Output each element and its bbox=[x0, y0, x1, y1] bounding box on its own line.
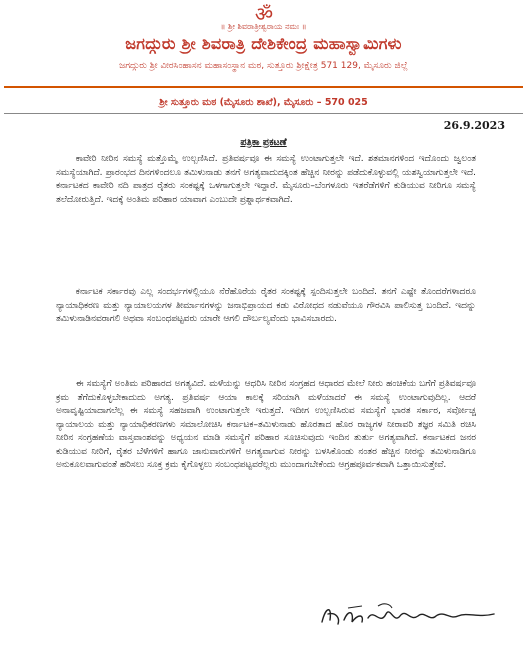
release-date: 26.9.2023 bbox=[443, 119, 505, 132]
letterhead-address-branch: ಶ್ರೀ ಸುತ್ತೂರು ಮಠ (ಮೈಸೂರು ಶಾಖೆ), ಮೈಸೂರು – 570 025 bbox=[159, 97, 368, 108]
letterhead-address-main: ಜಗದ್ಗುರು ಶ್ರೀ ವೀರಸಿಂಹಾಸನ ಮಹಾಸಂಸ್ಥಾನ ಮಠ, ಸುತ್ತೂರು ಶ್ರೀಕ್ಷೇತ್ರ 571 129, ಮೈಸೂರು ಜಿಲ್ಲೆ bbox=[119, 61, 408, 71]
press-release-title: ಪತ್ರಿಕಾ ಪ್ರಕಟಣೆ bbox=[240, 137, 287, 148]
handwritten-signature bbox=[318, 600, 498, 630]
letterhead-invocation: ॥ ಶ್ರೀ ಶಿವರಾತ್ರೀಶ್ವರಾಯ ನಮಃ ॥ bbox=[220, 22, 307, 31]
address-divider bbox=[4, 113, 523, 114]
body-paragraph-1: ಕಾವೇರಿ ನೀರಿನ ಸಮಸ್ಯೆ ಮತ್ತೊಮ್ಮೆ ಉಲ್ಬಣಿಸಿದೆ. ಪ್ರತಿವರ್ಷವೂ ಈ ಸಮಸ್ಯೆ ಉಂಟಾಗುತ್ತಲೇ ಇದೆ. ಶತಮಾನಗಳಿಂದ ಇದೊಂದು ಜ್ವಲಂತ ಸಮಸ್ಯೆಯಾಗಿದೆ. ಪ್ರಾರಂಭದ ದಿನಗಳಿಂದಲೂ ತಮಿಳುನಾಡು ತನಗೆ ಅಗತ್ಯವಾದುದಕ್ಕಿಂತ ಹೆಚ್ಚಿನ ನೀರನ್ನು ಪಡೆದುಕೊಳ್ಳುವಲ್ಲಿ ಯಶಸ್ವಿಯಾಗುತ್ತಲೇ ಇದೆ. ಕರ್ನಾಟಕದ ಕಾವೇರಿ ನದಿ ಪಾತ್ರದ ರೈತರು ಸಂಕಷ್ಟಕ್ಕೆ ಒಳಗಾಗುತ್ತಲೇ ಇದ್ದಾರೆ. ಮೈಸೂರು–ಬೆಂಗಳೂರು ಇತರೆಡೆಗಳಿಗೆ ಕುಡಿಯುವ ನೀರಿಗೂ ಸಮಸ್ಯೆ ತಲೆದೋರುತ್ತಿದೆ. ಇದಕ್ಕೆ ಅಂತಿಮ ಪರಿಹಾರ ಯಾವಾಗ ಎಂಬುದೇ ಪ್ರಶ್ನಾರ್ಥಕವಾಗಿದೆ. bbox=[56, 154, 476, 205]
letterhead-organization: ಜಗದ್ಗುರು ಶ್ರೀ ಶಿವರಾತ್ರಿ ದೇಶಿಕೇಂದ್ರ ಮಹಾಸ್ವಾಮಿಗಳು bbox=[125, 34, 402, 53]
header-divider bbox=[4, 86, 523, 88]
om-symbol: ॐ bbox=[254, 2, 274, 26]
body-paragraph-2: ಕರ್ನಾಟಕ ಸರ್ಕಾರವು ಎಲ್ಲ ಸಂದರ್ಭಗಳಲ್ಲಿಯೂ ನೆರೆಹೊರೆಯ ರೈತರ ಸಂಕಷ್ಟಕ್ಕೆ ಸ್ಪಂದಿಸುತ್ತಲೇ ಬಂದಿದೆ. ತನಗೆ ಎಷ್ಟೇ ತೊಂದರೆಗಳಾದರೂ ನ್ಯಾಯಾಧಿಕರಣ ಮತ್ತು ನ್ಯಾಯಾಲಯಗಳ ತೀರ್ಮಾನಗಳನ್ನು ಜನಾಭಿಪ್ರಾಯದ ಕಡು ವಿರೋಧದ ನಡುವೆಯೂ ಗೌರವಿಸಿ ಪಾಲಿಸುತ್ತ ಬಂದಿದೆ. ಇದನ್ನು ತಮಿಳುನಾಡಿನವರಾಗಲಿ ಅಥವಾ ಸಂಬಂಧಪಟ್ಟವರು ಯಾರೇ ಆಗಲಿ ದೌರ್ಬಲ್ಯವೆಂದು ಭಾವಿಸಬಾರದು. bbox=[56, 287, 476, 324]
body-paragraph-3: ಈ ಸಮಸ್ಯೆಗೆ ಅಂತಿಮ ಪರಿಹಾರದ ಅಗತ್ಯವಿದೆ. ಮಳೆಯನ್ನು ಆಧರಿಸಿ ನೀರಿನ ಸಂಗ್ರಹದ ಆಧಾರದ ಮೇಲೆ ನೀರು ಹಂಚಿಕೆಯ ಬಗೆಗೆ ಪ್ರತಿವರ್ಷವೂ ಕ್ರಮ ತೆಗೆದುಕೊಳ್ಳಬೇಕಾದುದು ಅಗತ್ಯ. ಪ್ರತಿವರ್ಷ ಆಯಾ ಕಾಲಕ್ಕೆ ಸರಿಯಾಗಿ ಮಳೆಯಾದರೆ ಈ ಸಮಸ್ಯೆ ಉಂಟಾಗುವುದಿಲ್ಲ. ಆದರೆ ಅನಾವೃಷ್ಟಿಯಾದಾಗಲೆಲ್ಲ ಈ ಸಮಸ್ಯೆ ಸಹಜವಾಗಿ ಉಂಟಾಗುತ್ತಲೇ ಇರುತ್ತದೆ. ಇದೀಗ ಉಲ್ಬಣಿಸಿರುವ ಸಮಸ್ಯೆಗೆ ಭಾರತ ಸರ್ಕಾರ, ಸರ್ವೋಚ್ಚ ನ್ಯಾಯಾಲಯ ಮತ್ತು ನ್ಯಾಯಾಧಿಕರಣಗಳು ಸಮಾಲೋಚಿಸಿ ಕರ್ನಾಟಕ–ತಮಿಳುನಾಡು ಹೊರತಾದ ಹೊರ ರಾಜ್ಯಗಳ ನೀರಾವರಿ ತಜ್ಞರ ಸಮಿತಿ ರಚಿಸಿ ನೀರಿನ ಸಂಗ್ರಹಣೆಯ ವಾಸ್ತವಾಂಶವನ್ನು ಅಧ್ಯಯನ ಮಾಡಿ ಸಮಸ್ಯೆಗೆ ಪರಿಹಾರ ಸೂಚಿಸುವುದು ಇಂದಿನ ತುರ್ತು ಅಗತ್ಯವಾಗಿದೆ. ಕರ್ನಾಟಕದ ಜನರ ಕುಡಿಯುವ ನೀರಿಗೆ, ರೈತರ ಬೆಳೆಗಳಿಗೆ ಹಾಗೂ ಜಾನುವಾರುಗಳಿಗೆ ಅಗತ್ಯವಾಗುವ ನೀರನ್ನು ಬಳಸಿಕೊಂಡು ನಂತರ ಹೆಚ್ಚಿನ ನೀರನ್ನು ತಮಿಳುನಾಡಿಗೂ ಅನುಕೂಲವಾಗುವಂತೆ ಹರಿಸಲು ಸೂಕ್ತ ಕ್ರಮ ಕೈಗೊಳ್ಳಲು ಸಂಬಂಧಪಟ್ಟವರೆಲ್ಲರು ಮುಂದಾಗಬೇಕೆಂದು ಆಗ್ರಹಪೂರ್ವಕವಾಗಿ ಒತ್ತಾಯಿಸುತ್ತೇವೆ. bbox=[56, 379, 476, 470]
